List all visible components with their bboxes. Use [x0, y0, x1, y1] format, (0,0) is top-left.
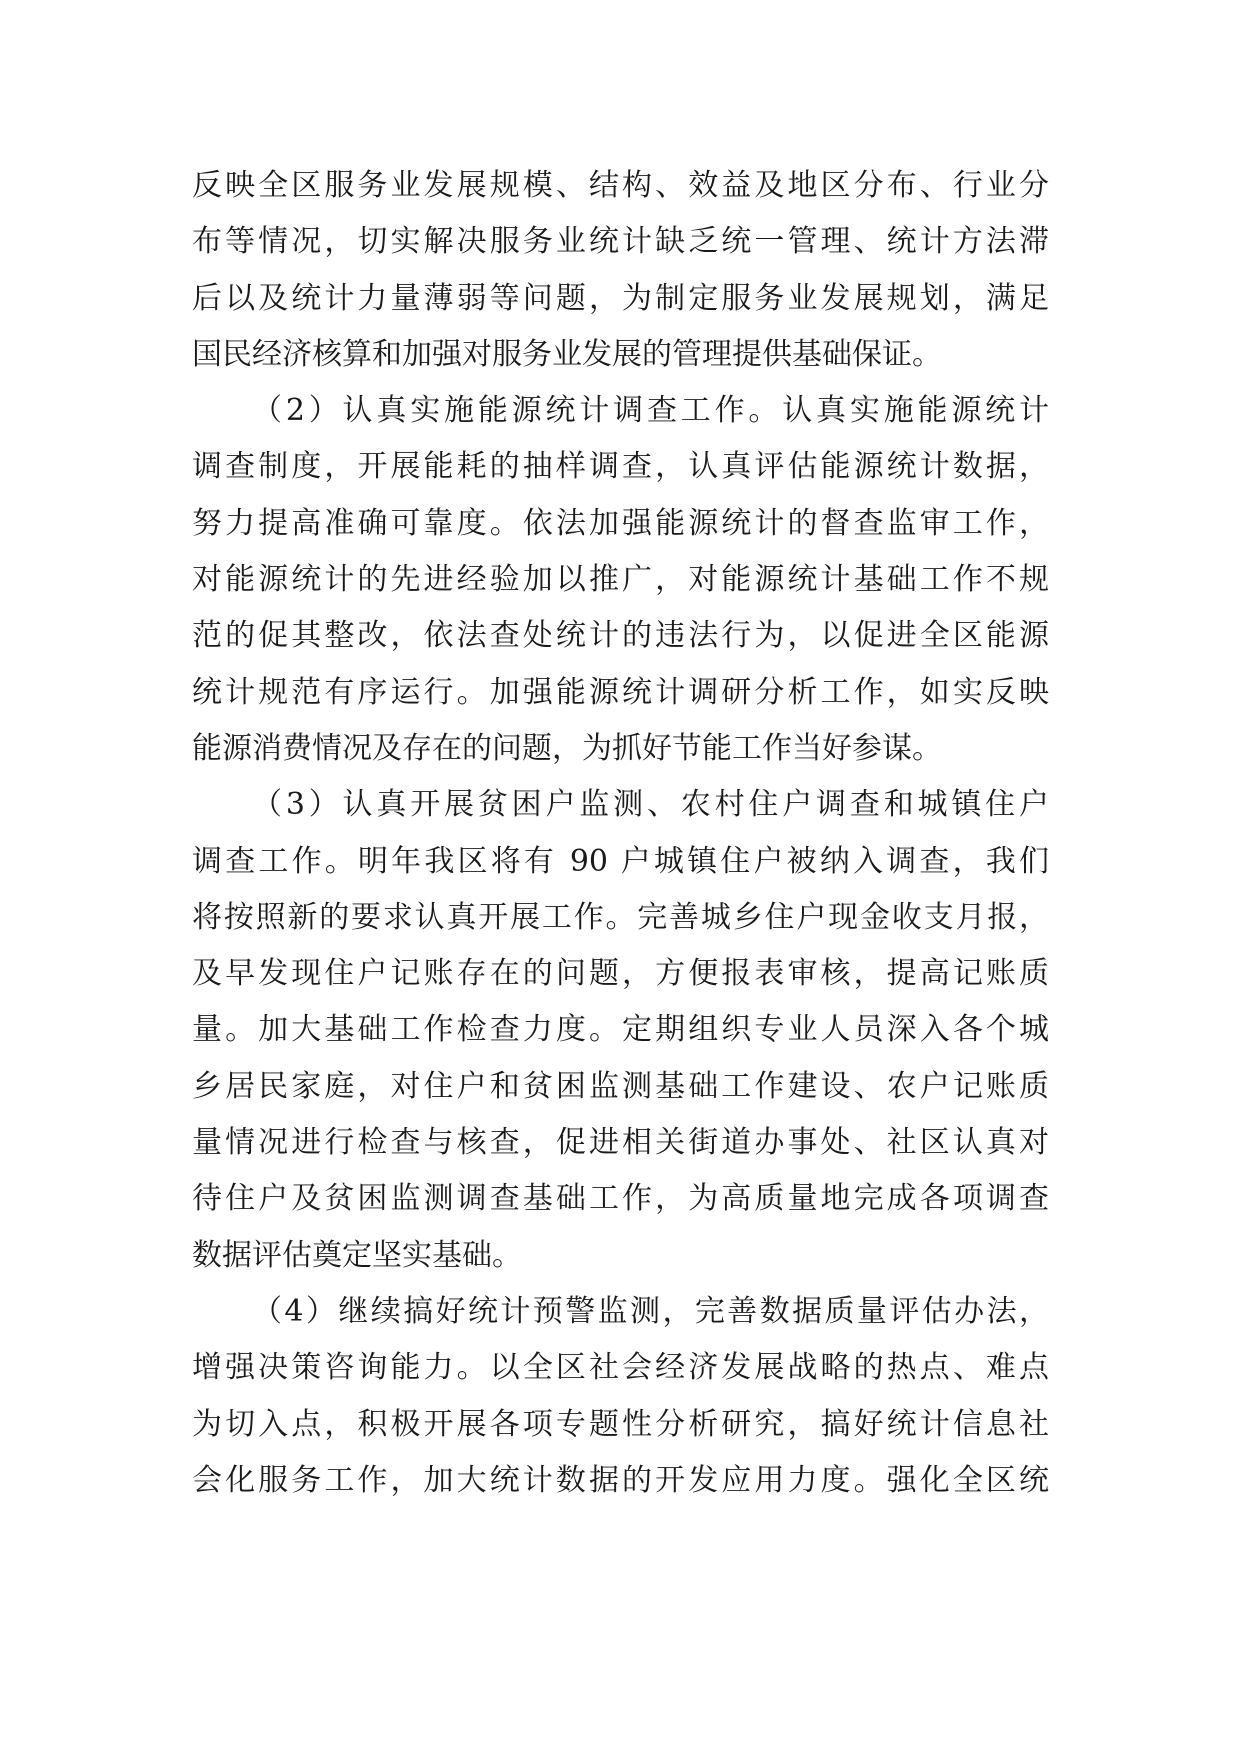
document-body [192, 158, 1049, 1509]
text-line: 反映全区服务业发展规模、结构、效益及地区分布、行业分 [192, 168, 1049, 203]
text-line: 量。加大基础工作检查力度。定期组织专业人员深入各个城 [192, 1012, 1049, 1048]
text-line: 乡居民家庭，对住户和贫困监测基础工作建设、农户记账质 [192, 1068, 1049, 1104]
paragraph-heading-line: （4）继续搞好统计预警监测，完善数据质量评估办法， [252, 1293, 1049, 1329]
text-line: 会化服务工作，加大统计数据的开发应用力度。强化全区统 [192, 1462, 1049, 1498]
text-line: 数据评估奠定坚实基础。 [192, 1237, 522, 1273]
text-line: 及早发现住户记账存在的问题，方便报表审核，提高记账质 [192, 956, 1049, 992]
paragraph-heading-line: （2）认真实施能源统计调查工作。认真实施能源统计 [252, 393, 1049, 429]
text-line: 将按照新的要求认真开展工作。完善城乡住户现金收支月报， [192, 899, 1049, 935]
text-line: 能源消费情况及存在的问题，为抓好节能工作当好参谋。 [192, 730, 942, 766]
text-line: 量情况进行检查与核查，促进相关街道办事处、社区认真对 [192, 1125, 1049, 1161]
text-line: 增强决策咨询能力。以全区社会经济发展战略的热点、难点 [192, 1350, 1049, 1386]
text-line: 调查工作。明年我区将有 90 户城镇住户被纳入调查，我们 [192, 843, 1049, 879]
text-line: 调查制度，开展能耗的抽样调查，认真评估能源统计数据， [192, 449, 1049, 485]
text-line: 布等情况，切实解决服务业统计缺乏统一管理、统计方法滞 [192, 224, 1049, 260]
text-line: 对能源统计的先进经验加以推广，对能源统计基础工作不规 [192, 562, 1049, 598]
text-line: 努力提高准确可靠度。依法加强能源统计的督查监审工作， [192, 505, 1049, 541]
text-line: 统计规范有序运行。加强能源统计调研分析工作，如实反映 [192, 674, 1049, 710]
text-line: 为切入点，积极开展各项专题性分析研究，搞好统计信息社 [192, 1406, 1049, 1442]
text-line: 待住户及贫困监测调查基础工作，为高质量地完成各项调查 [192, 1181, 1049, 1217]
text-line: 后以及统计力量薄弱等问题，为制定服务业发展规划，满足 [192, 280, 1049, 316]
text-line: 国民经济核算和加强对服务业发展的管理提供基础保证。 [192, 336, 942, 372]
paragraph-heading-line: （3）认真开展贫困户监测、农村住户调查和城镇住户 [252, 787, 1049, 823]
text-line: 范的促其整改，依法查处统计的违法行为，以促进全区能源 [192, 618, 1049, 654]
